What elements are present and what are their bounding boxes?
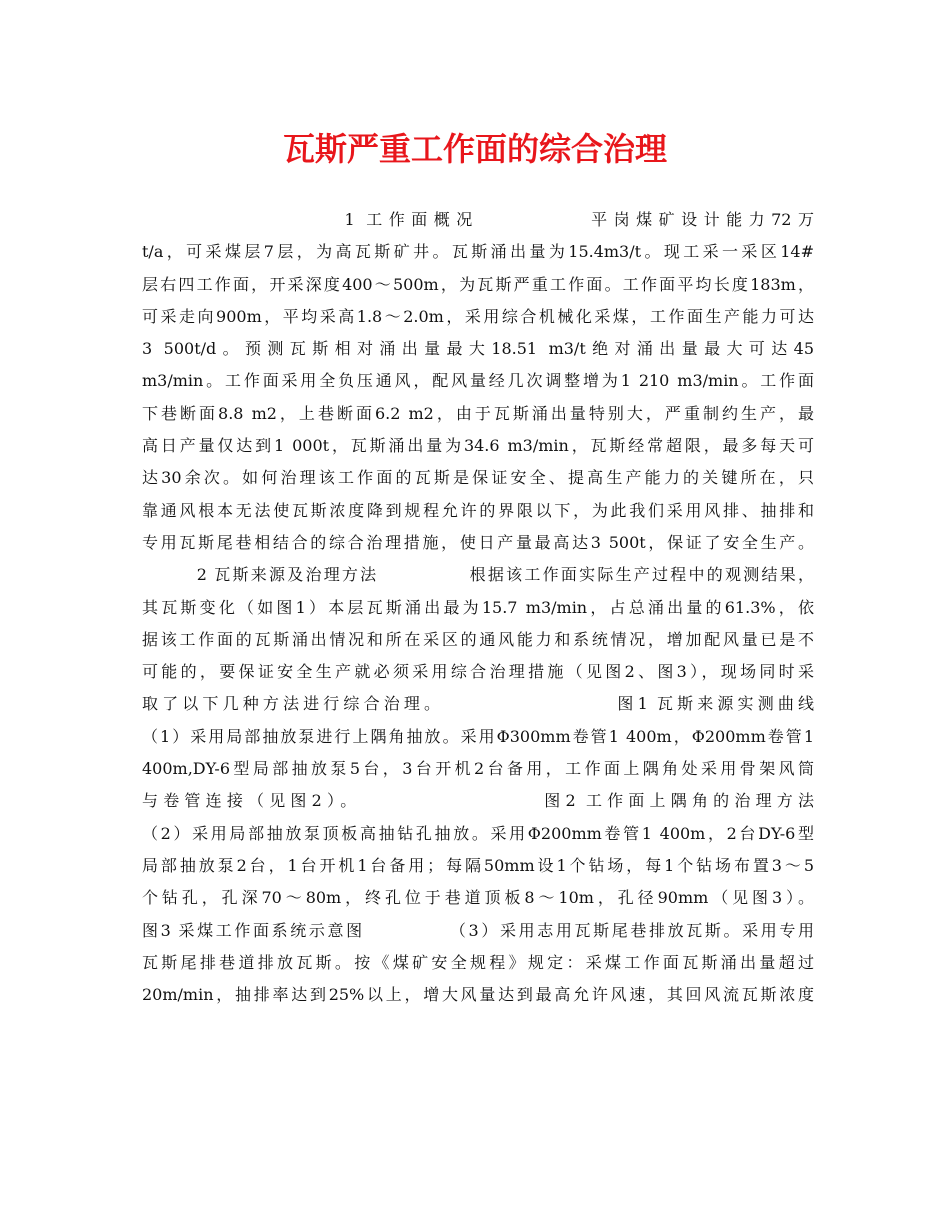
body-line: 可能的，要保证安全生产就必须采用综合治理措施（见图2、图3），现场同时采 [142, 662, 814, 682]
body-line: 下巷断面8.8 m2，上巷断面6.2 m2，由于瓦斯涌出量特别大，严重制约生产，最 [142, 403, 814, 423]
body-line: 高日产量仅达到1 000t，瓦斯涌出量为34.6 m3/min，瓦斯经常超限，最多每天可 [142, 436, 814, 456]
body-line: m3/min。工作面采用全负压通风，配风量经几次调整增为1 210 m3/min。工作面 [142, 371, 814, 391]
body-line: 达30余次。如何治理该工作面的瓦斯是保证安全、提高生产能力的关键所在，只 [142, 468, 814, 488]
body-line: 1 工作面概况 平岗煤矿设计能力72万 [142, 210, 814, 229]
body-line: 3 500t/d。预测瓦斯相对涌出量最大18.51 m3/t绝对涌出量最大可达45 [142, 339, 814, 359]
body-line: t/a，可采煤层7层，为高瓦斯矿井。瓦斯涌出量为15.4m3/t。现工采一采区14# [142, 242, 814, 262]
body-line: 400m,DY-6型局部抽放泵5台，3台开机2台备用，工作面上隅角处采用骨架风筒 [142, 759, 814, 779]
body-line: 专用瓦斯尾巷相结合的综合治理措施，使日产量最高达3 500t，保证了安全生产。 [142, 532, 814, 552]
body-line: 可采走向900m，平均采高1.8～2.0m，采用综合机械化采煤，工作面生产能力可达 [142, 306, 814, 326]
body-line: 与卷管连接（见图2）。 图2 工作面上隅角的治理方法 [142, 791, 814, 811]
body-line: 据该工作面的瓦斯涌出情况和所在采区的通风能力和系统情况，增加配风量已是不 [142, 629, 814, 649]
body-line: 瓦斯尾排巷道排放瓦斯。按《煤矿安全规程》规定：采煤工作面瓦斯涌出量超过 [142, 952, 814, 972]
body-line: 个钻孔，孔深70～80m，终孔位于巷道顶板8～10m，孔径90mm（见图3）。 [142, 888, 814, 908]
body-line: 2 瓦斯来源及治理方法 根据该工作面实际生产过程中的观测结果， [142, 565, 814, 585]
body-line: （1）采用局部抽放泵进行上隅角抽放。采用Φ300mm卷管1 400m，Φ200mm卷管1 [142, 726, 814, 746]
body-line: 取了以下几种方法进行综合治理。 图1 瓦斯来源实测曲线 [142, 694, 814, 714]
body-line: 20m/min，抽排率达到25%以上，增大风量达到最高允许风速，其回风流瓦斯浓度 [142, 985, 814, 1005]
body-line: 层右四工作面，开采深度400～500m，为瓦斯严重工作面。工作面平均长度183m， [142, 274, 814, 294]
body-line: 其瓦斯变化（如图1）本层瓦斯涌出最为15.7 m3/min，占总涌出量的61.3%，依 [142, 597, 814, 617]
body-line: 靠通风根本无法使瓦斯浓度降到规程允许的界限以下，为此我们采用风排、抽排和 [142, 500, 814, 520]
body-line: （2）采用局部抽放泵顶板高抽钻孔抽放。采用Φ200mm卷管1 400m，2台DY-6型 [142, 823, 814, 843]
document-body [142, 204, 814, 1011]
document-title: 瓦斯严重工作面的综合治理 [282, 130, 667, 168]
body-line: 局部抽放泵2台，1台开机1台备用；每隔50mm设1个钻场，每1个钻场布置3～5 [142, 855, 814, 875]
body-line: 图3 采煤工作面系统示意图 （3）采用志用瓦斯尾巷排放瓦斯。采用专用 [142, 920, 814, 940]
